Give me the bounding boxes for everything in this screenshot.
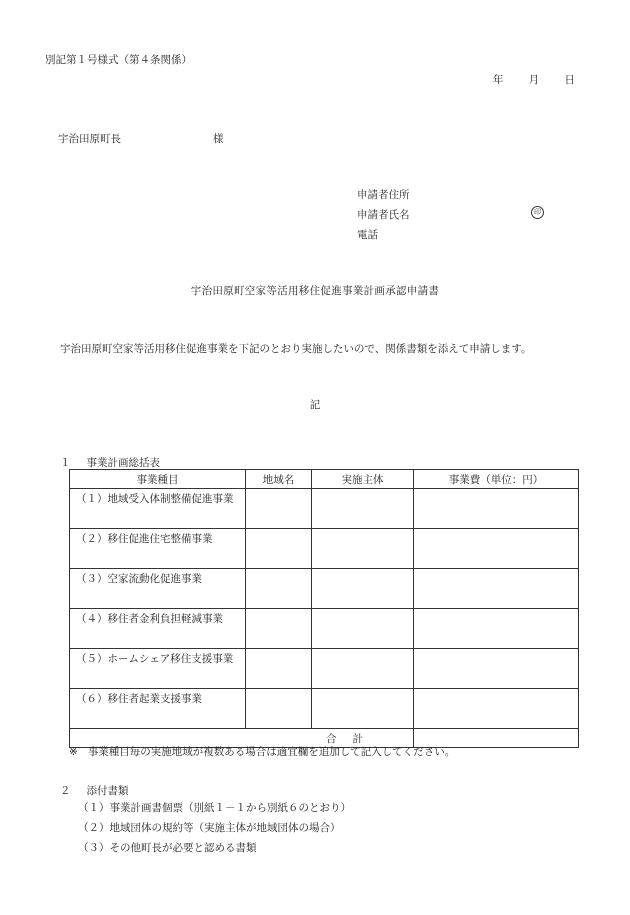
note-text: 事業種目毎の実施地域が複数ある場合は適宜欄を追加して記入してください。 [87,746,456,758]
header-operator: 実施主体 [312,470,414,489]
row-area-cell[interactable] [246,569,312,609]
table-note [69,744,455,759]
table-row [70,569,579,609]
row-area-cell[interactable] [246,649,312,689]
row-cost-cell[interactable] [414,689,579,729]
table-row [70,489,579,529]
body-text: 宇治田原町空家等活用移住促進事業を下記のとおり実施したいので、関係書類を添えて申請します。 [60,343,532,355]
row-cost-cell[interactable] [414,529,579,569]
header-item: 事業種目 [70,470,246,489]
applicant-name-label: 申請者氏名 [357,209,410,221]
row-area-cell[interactable] [246,689,312,729]
row-cost-cell[interactable] [414,649,579,689]
row-operator-cell[interactable] [312,689,414,729]
table-row [70,529,579,569]
row-item: （４）移住者金利負担軽減事業 [70,609,246,649]
date-month: 月 [528,74,540,86]
form-number: 別記第１号様式（第４条関係） [45,54,192,66]
row-operator-cell[interactable] [312,609,414,649]
row-item: （１）地域受入体制整備促進事業 [70,489,246,529]
row-cost-cell[interactable] [414,609,579,649]
section2-heading [60,783,129,798]
date-year: 年 [492,74,504,86]
row-item: （３）空家流動化促進事業 [70,569,246,609]
section1-heading [60,455,160,470]
row-area-cell[interactable] [246,609,312,649]
attachment-item: （２）地域団体の規約等（実施主体が地域団体の場合） [78,822,341,834]
section1-title: 事業計画総括表 [86,457,160,469]
total-label-right: 計 [352,732,363,745]
row-operator-cell[interactable] [312,529,414,569]
header-cost: 事業費（単位：円） [414,470,579,489]
table-row [70,649,579,689]
applicant-address-label: 申請者住所 [357,189,410,201]
row-operator-cell[interactable] [312,569,414,609]
applicant-phone-label: 電話 [357,229,378,241]
row-cost-cell[interactable] [414,489,579,529]
row-operator-cell[interactable] [312,649,414,689]
header-area: 地域名 [246,470,312,489]
row-area-cell[interactable] [246,489,312,529]
document-title: 宇治田原町空家等活用移住促進事業計画承認申請書 [190,285,440,297]
attachment-item: （３）その他町長が必要と認める書類 [78,842,257,854]
date-line [0,72,575,87]
seal-mark: 印 [531,206,544,219]
attachment-list [78,798,351,858]
row-item: （２）移住促進住宅整備事業 [70,529,246,569]
section2-number: ２ [60,785,71,797]
table-row [70,689,579,729]
applicant-block [357,185,410,245]
ki-heading: 記 [309,399,321,411]
row-cost-cell[interactable] [414,569,579,609]
total-label-left: 合 [326,732,337,745]
section2-title: 添付書類 [86,785,129,797]
addressee-name: 宇治田原町長 [58,133,121,145]
addressee-honorific: 様 [213,133,224,145]
row-operator-cell[interactable] [312,489,414,529]
plan-summary-table [69,469,579,748]
table-row [70,609,579,649]
row-area-cell[interactable] [246,529,312,569]
note-mark: ※ [69,746,78,758]
attachment-item: （１）事業計画書個票（別紙１－１から別紙６のとおり） [78,802,351,814]
table-header-row [70,470,579,489]
section1-number: １ [60,457,71,469]
row-item: （６）移住者起業支援事業 [70,689,246,729]
row-item: （５）ホームシェア移住支援事業 [70,649,246,689]
date-day: 日 [564,74,575,86]
